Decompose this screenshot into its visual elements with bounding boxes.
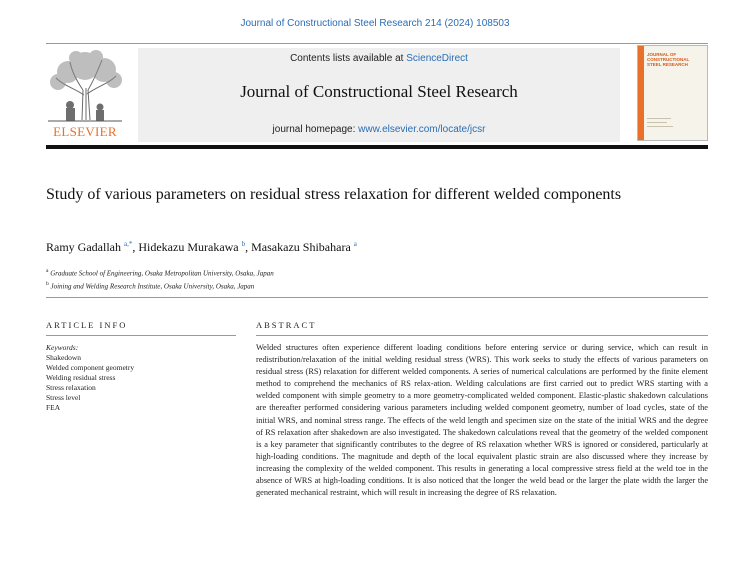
affiliation-mark: b bbox=[46, 281, 49, 288]
journal-banner bbox=[138, 48, 620, 142]
cover-title-line: CONSTRUCTIONAL bbox=[647, 57, 690, 62]
keyword-item: Shakedown bbox=[46, 353, 81, 362]
top-divider bbox=[46, 43, 708, 44]
elsevier-tree-icon bbox=[46, 50, 124, 122]
keywords-list bbox=[46, 343, 236, 413]
journal-title: Journal of Constructional Steel Research bbox=[240, 82, 518, 101]
affiliation-text: Joining and Welding Research Institute, Osaka University, Osaka, Japan bbox=[50, 282, 255, 291]
affiliation-item bbox=[46, 279, 274, 292]
keyword-item: Stress level bbox=[46, 393, 81, 402]
abstract-divider bbox=[256, 335, 708, 336]
contents-prefix: Contents lists available at bbox=[290, 53, 407, 64]
homepage-prefix: journal homepage: bbox=[272, 124, 359, 135]
keyword-item: Welding residual stress bbox=[46, 373, 116, 382]
abstract-text: Welded structures often experience different loading conditions before entering service or during service, which can result in redistribution/relaxation of the initial welding residual stress (WRS). This work seeks to study the effects of various parameters on residual stress (RS) relaxation for different welded components. A series of numerical calculations are performed by the finite element method to comprehend the mechanics of RS relax-ation. Welding calculations are first carried out to predict WRS starting with a welded component with simple geometry to a more geometry-complicated welded component. Elastic-plastic shakedown calculations are thereafter performed considering various parameters including welded component geometry, number of load cycles, state of the initial WRS, and nominal stress range. The effects of the weld length and specimen size on the state of the initial WRS and the degree of RS relaxation after shakedown are also investigated. The shakedown calculations reveal that the geometry of the welded component is a key parameter that significantly contributes to the degree of RS relaxation whether WRS is ignored or considered, particularly at high-loading conditions. The magnitude and depth of the local equivalent plastic strain are also discussed where they increase by increasing the complexity of the welded component. This results in generating a local compressive stress field at the weld toe in the absence of WRS at high-loading conditions. It is also noticed that the longer the weld bead or the larger the plate width the larger the generated mechanical restraint, which will result in increasing the degree of RS relaxation. bbox=[256, 343, 708, 498]
article-info-divider bbox=[46, 335, 236, 336]
cover-text-line bbox=[647, 122, 667, 123]
article-info-heading: ARTICLE INFO bbox=[46, 320, 128, 330]
cover-title bbox=[647, 52, 705, 67]
elsevier-wordmark: ELSEVIER bbox=[53, 124, 117, 139]
cover-accent-bar bbox=[638, 46, 644, 140]
contents-line bbox=[138, 53, 620, 64]
cover-title-line: STEEL RESEARCH bbox=[647, 62, 688, 67]
masthead-divider bbox=[46, 145, 708, 149]
elsevier-logo[interactable] bbox=[46, 50, 126, 140]
abstract-heading: ABSTRACT bbox=[256, 320, 317, 330]
author-affiliation-mark[interactable]: b bbox=[241, 240, 246, 248]
cover-text-line bbox=[647, 126, 673, 127]
author-name[interactable]: Ramy Gadallah bbox=[46, 240, 121, 254]
keyword-item: Welded component geometry bbox=[46, 363, 135, 372]
author-affiliation-mark[interactable]: a,* bbox=[123, 240, 133, 248]
author-affiliation-mark[interactable]: a bbox=[353, 240, 357, 248]
sciencedirect-link[interactable]: ScienceDirect bbox=[406, 53, 468, 64]
journal-homepage-link[interactable]: www.elsevier.com/locate/jcsr bbox=[358, 124, 486, 135]
author-name[interactable]: Masakazu Shibahara bbox=[251, 240, 351, 254]
section-divider bbox=[46, 297, 708, 298]
homepage-line bbox=[138, 124, 620, 135]
keyword-item: FEA bbox=[46, 403, 61, 412]
affiliation-mark: a bbox=[46, 268, 49, 274]
affiliation-item bbox=[46, 266, 274, 279]
cover-text-line bbox=[647, 118, 671, 119]
author-name[interactable]: Hidekazu Murakawa bbox=[138, 240, 239, 254]
journal-cover-thumbnail[interactable] bbox=[637, 45, 708, 141]
author-list: Ramy Gadallah $^{a,*}$, Hidekazu Murakawa $^b$, Masakazu Shibahara $^a$ bbox=[46, 240, 357, 254]
cover-title-line: JOURNAL OF bbox=[647, 52, 677, 57]
affiliation-text: Graduate School of Engineering, Osaka Metropolitan University, Osaka, Japan bbox=[50, 269, 274, 278]
article-title: Study of various parameters on residual stress relaxation for different welded components bbox=[46, 186, 622, 203]
journal-masthead bbox=[46, 48, 708, 142]
journal-citation[interactable]: Journal of Constructional Steel Research 214 (2024) 108503 bbox=[240, 18, 510, 29]
affiliation-list bbox=[46, 266, 274, 293]
keywords-label: Keywords: bbox=[46, 343, 79, 352]
keyword-item: Stress relaxation bbox=[46, 383, 96, 392]
